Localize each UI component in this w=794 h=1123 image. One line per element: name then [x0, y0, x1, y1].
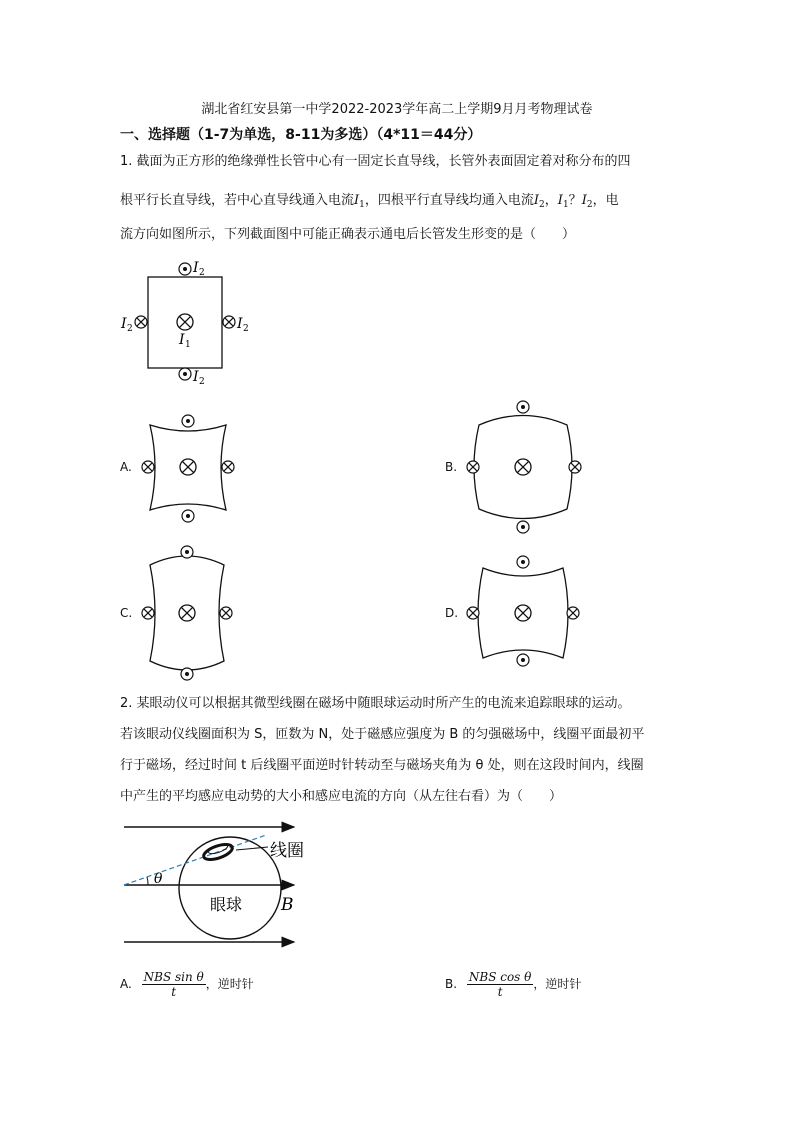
q1-option-b-figure[interactable]: [465, 398, 585, 535]
q1-square-figure: [115, 255, 255, 390]
q2-option-b[interactable]: B. $\frac{\text{NBS cos θ}}{t}$ ，逆时针: [445, 970, 582, 999]
q1-option-b-label[interactable]: B.: [445, 460, 458, 474]
q1-line2: 根平行长直导线，若中心直导线通入电流$I_1$，四根平行直导线均通入电流$I_2$，$I_1$？$I_2$，电: [120, 193, 619, 210]
theta-label: θ: [154, 871, 163, 887]
label-i2-left: I: [121, 316, 127, 332]
page-title: 湖北省红安县第一中学2022-2023学年高二上学期9月月考物理试卷: [201, 102, 593, 117]
label-i2-right: I: [237, 316, 243, 332]
q1-option-a-label[interactable]: A.: [120, 460, 132, 474]
svg-text:2: 2: [199, 377, 205, 387]
q2-line3: 行于磁场，经过时间 t 后线圈平面逆时针转动至与磁场夹角为 θ 处，则在这段时间内，线圈: [120, 758, 644, 773]
q2-option-a[interactable]: A. $\frac{\text{NBS sin θ}}{t}$ ，逆时针: [120, 970, 254, 999]
q1-option-c-label[interactable]: C.: [120, 606, 133, 620]
label-i2-top: I: [193, 260, 199, 276]
svg-text:2: 2: [243, 324, 249, 334]
q2-line4: 中产生的平均感应电动势的大小和感应电流的方向（从左往右看）为（ ）: [120, 789, 563, 804]
q2-line1: 2. 某眼动仪可以根据其微型线圈在磁场中随眼球运动时所产生的电流来追踪眼球的运动。: [120, 696, 631, 711]
q1-option-a-figure[interactable]: [138, 410, 238, 525]
b-field-label: B: [281, 895, 294, 915]
coil-label: 线圈: [270, 841, 304, 861]
q1-line3: 流方向如图所示，下列截面图中可能正确表示通电后长管发生形变的是（ ）: [120, 227, 576, 242]
q1-option-c-figure[interactable]: [138, 543, 238, 683]
q1-option-d-figure[interactable]: [465, 548, 585, 673]
q2-line2: 若该眼动仪线圈面积为 S，匝数为 N，处于磁感应强度为 B 的匀强磁场中，线圈平面最初平: [120, 727, 645, 742]
q1-line1: 1. 截面为正方形的绝缘弹性长管中心有一固定长直导线，长管外表面固定着对称分布的四: [120, 154, 631, 169]
label-i2-bottom: I: [193, 369, 199, 385]
svg-text:1: 1: [185, 340, 191, 350]
svg-text:2: 2: [199, 268, 205, 278]
eyeball-label: 眼球: [210, 895, 243, 914]
section-heading: 一、选择题（1-7为单选，8-11为多选）（4*11＝44分）: [120, 127, 482, 143]
q1-option-d-label[interactable]: D.: [445, 606, 459, 620]
label-i1: I: [179, 332, 185, 348]
q2-eyeball-figure: [118, 815, 318, 955]
svg-text:2: 2: [127, 324, 133, 334]
